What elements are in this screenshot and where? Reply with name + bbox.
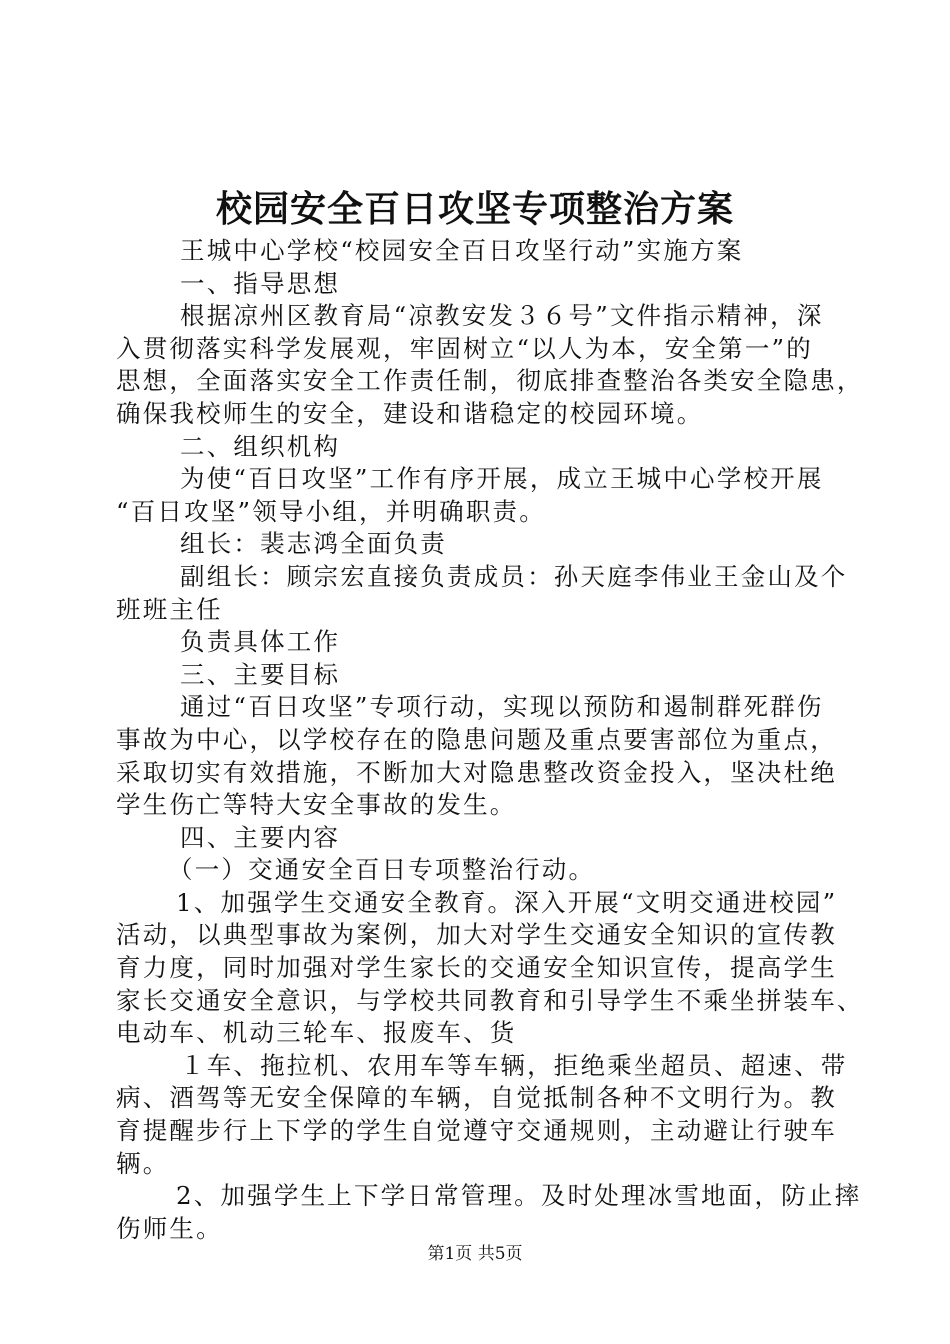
paragraph-line: 组长：裴志鸿全面负责: [180, 529, 447, 559]
paragraph-line: 事故为中心，以学校存在的隐患问题及重点要害部位为重点，: [116, 724, 837, 754]
paragraph-line: 育提醒步行上下学的学生自觉遵守交通规则，主动避让行驶车: [116, 1116, 837, 1146]
section-heading: 二、组织机构: [180, 431, 341, 461]
paragraph-line: 病、酒驾等无安全保障的车辆，自觉抵制各种不文明行为。教: [116, 1083, 837, 1113]
page-number-footer: 第1页 共5页: [427, 1244, 523, 1264]
paragraph-line: 采取切实有效措施，不断加大对隐患整改资金投入，坚决杜绝: [116, 757, 837, 787]
subsection-heading: （一）交通安全百日专项整治行动。: [168, 855, 596, 885]
paragraph-line: 思想，全面落实安全工作责任制，彻底排查整治各类安全隐患，: [116, 366, 864, 396]
paragraph-line: 学生伤亡等特大安全事故的发生。: [116, 790, 517, 820]
paragraph-line: 副组长：顾宗宏直接负责成员：孙天庭李伟业王金山及个: [180, 561, 848, 591]
subtitle-line: 王城中心学校“校园安全百日攻坚行动”实施方案: [180, 236, 744, 265]
paragraph-line: 为使“百日攻坚”工作有序开展，成立王城中心学校开展: [180, 464, 824, 494]
section-heading: 三、主要目标: [180, 659, 341, 689]
paragraph-line: “百日攻坚”领导小组，并明确职责。: [116, 496, 546, 526]
paragraph-line: 班班主任: [116, 594, 223, 624]
document-title: 校园安全百日攻坚专项整治方案: [215, 188, 734, 230]
paragraph-line: 活动，以典型事故为案例，加大对学生交通安全知识的宣传教: [116, 920, 837, 950]
paragraph-line: 育力度，同时加强对学生家长的交通安全知识宣传，提高学生: [116, 953, 837, 983]
paragraph-line: 确保我校师生的安全，建设和谐稳定的校园环境。: [116, 398, 704, 428]
paragraph-line: 根据凉州区教育局“凉教安发３６号”文件指示精神，深: [180, 301, 824, 331]
document-body: [116, 235, 864, 1245]
paragraph-line: 伤师生。: [116, 1213, 223, 1243]
section-heading: 一、指导思想: [180, 268, 341, 298]
paragraph-line: 辆。: [116, 1148, 170, 1178]
paragraph-line: 2、加强学生上下学日常管理。及时处理冰雪地面，防止摔: [176, 1181, 862, 1211]
paragraph-line: 1、加强学生交通安全教育。深入开展“文明交通进校园”: [176, 887, 838, 917]
paragraph-line: 电动车、机动三轮车、报废车、货: [116, 1018, 517, 1048]
paragraph-line: 通过“百日攻坚”专项行动，实现以预防和遏制群死群伤: [180, 692, 824, 722]
section-heading: 四、主要内容: [180, 822, 341, 852]
paragraph-line: 入贯彻落实科学发展观，牢固树立“以人为本，安全第一”的: [116, 333, 813, 363]
paragraph-line: 负责具体工作: [180, 627, 341, 657]
paragraph-line: 家长交通安全意识，与学校共同教育和引导学生不乘坐拼装车、: [116, 985, 864, 1015]
paragraph-line: １车、拖拉机、农用车等车辆，拒绝乘坐超员、超速、带: [180, 1050, 848, 1080]
